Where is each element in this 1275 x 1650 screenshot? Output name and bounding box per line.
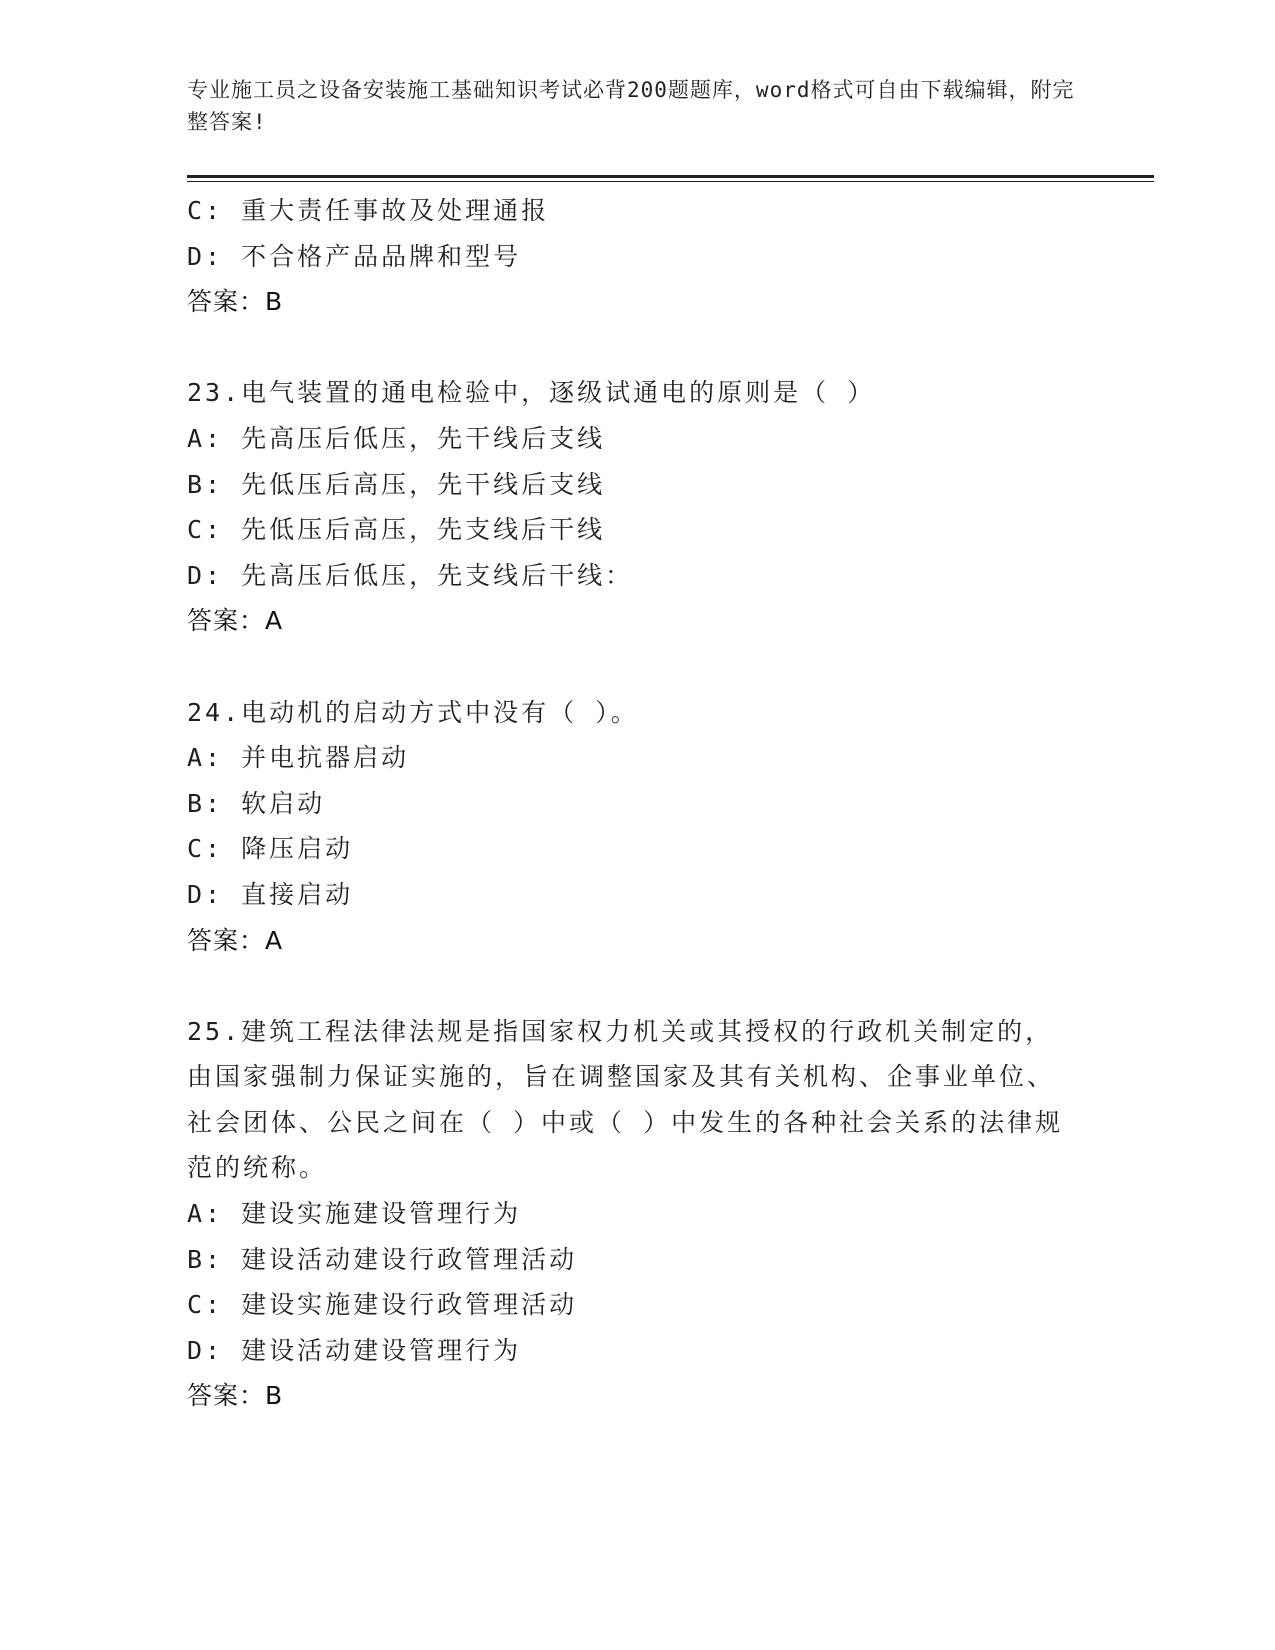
option-line: C: 建设实施建设行政管理活动	[187, 1290, 578, 1320]
spacer	[187, 644, 1067, 690]
question-stem: 24.电动机的启动方式中没有（ ）。	[187, 697, 639, 727]
header-divider-thick	[187, 175, 1154, 178]
option-line: B: 建设活动建设行政管理活动	[187, 1244, 578, 1274]
answer-line: 答案：B	[187, 287, 284, 317]
option-line: D: 不合格产品品牌和型号	[187, 241, 522, 271]
spacer	[187, 325, 1067, 371]
option-line: B: 先低压后高压，先干线后支线	[187, 469, 606, 499]
option-line: B: 软启动	[187, 788, 326, 818]
option-line: A: 并电抗器启动	[187, 743, 410, 773]
answer-line: 答案：A	[187, 606, 284, 636]
answer-line: 答案：A	[187, 925, 284, 955]
option-line: A: 建设实施建设管理行为	[187, 1199, 522, 1229]
option-line: C: 重大责任事故及处理通报	[187, 196, 550, 225]
answer-line: 答案：B	[187, 1381, 284, 1411]
option-line: C: 降压启动	[187, 834, 354, 864]
option-line: A: 先高压后低压，先干线后支线	[187, 423, 606, 453]
option-line: D: 建设活动建设管理行为	[187, 1335, 522, 1365]
spacer	[187, 963, 1067, 1009]
question-stem: 25.建筑工程法律法规是指国家权力机关或其授权的行政机关制定的，由国家强制力保证实施的，旨在调整国家及其有关机构、企事业单位、社会团体、公民之间在（ ）中或（ ）中发生的各种社会关系的法律规范的统称。	[187, 1016, 1064, 1183]
header-divider-thin	[187, 181, 1154, 182]
question-stem: 23.电气装置的通电检验中，逐级试通电的原则是（ ）	[187, 378, 876, 408]
option-line: C: 先低压后高压，先支线后干线	[187, 515, 606, 545]
question-content	[187, 188, 1067, 1419]
option-line: D: 直接启动	[187, 879, 354, 909]
option-line: D: 先高压后低压，先支线后干线：	[187, 560, 634, 590]
page-header: 专业施工员之设备安装施工基础知识考试必背200题题库，word格式可自由下载编辑，附完整答案!	[187, 78, 1075, 134]
